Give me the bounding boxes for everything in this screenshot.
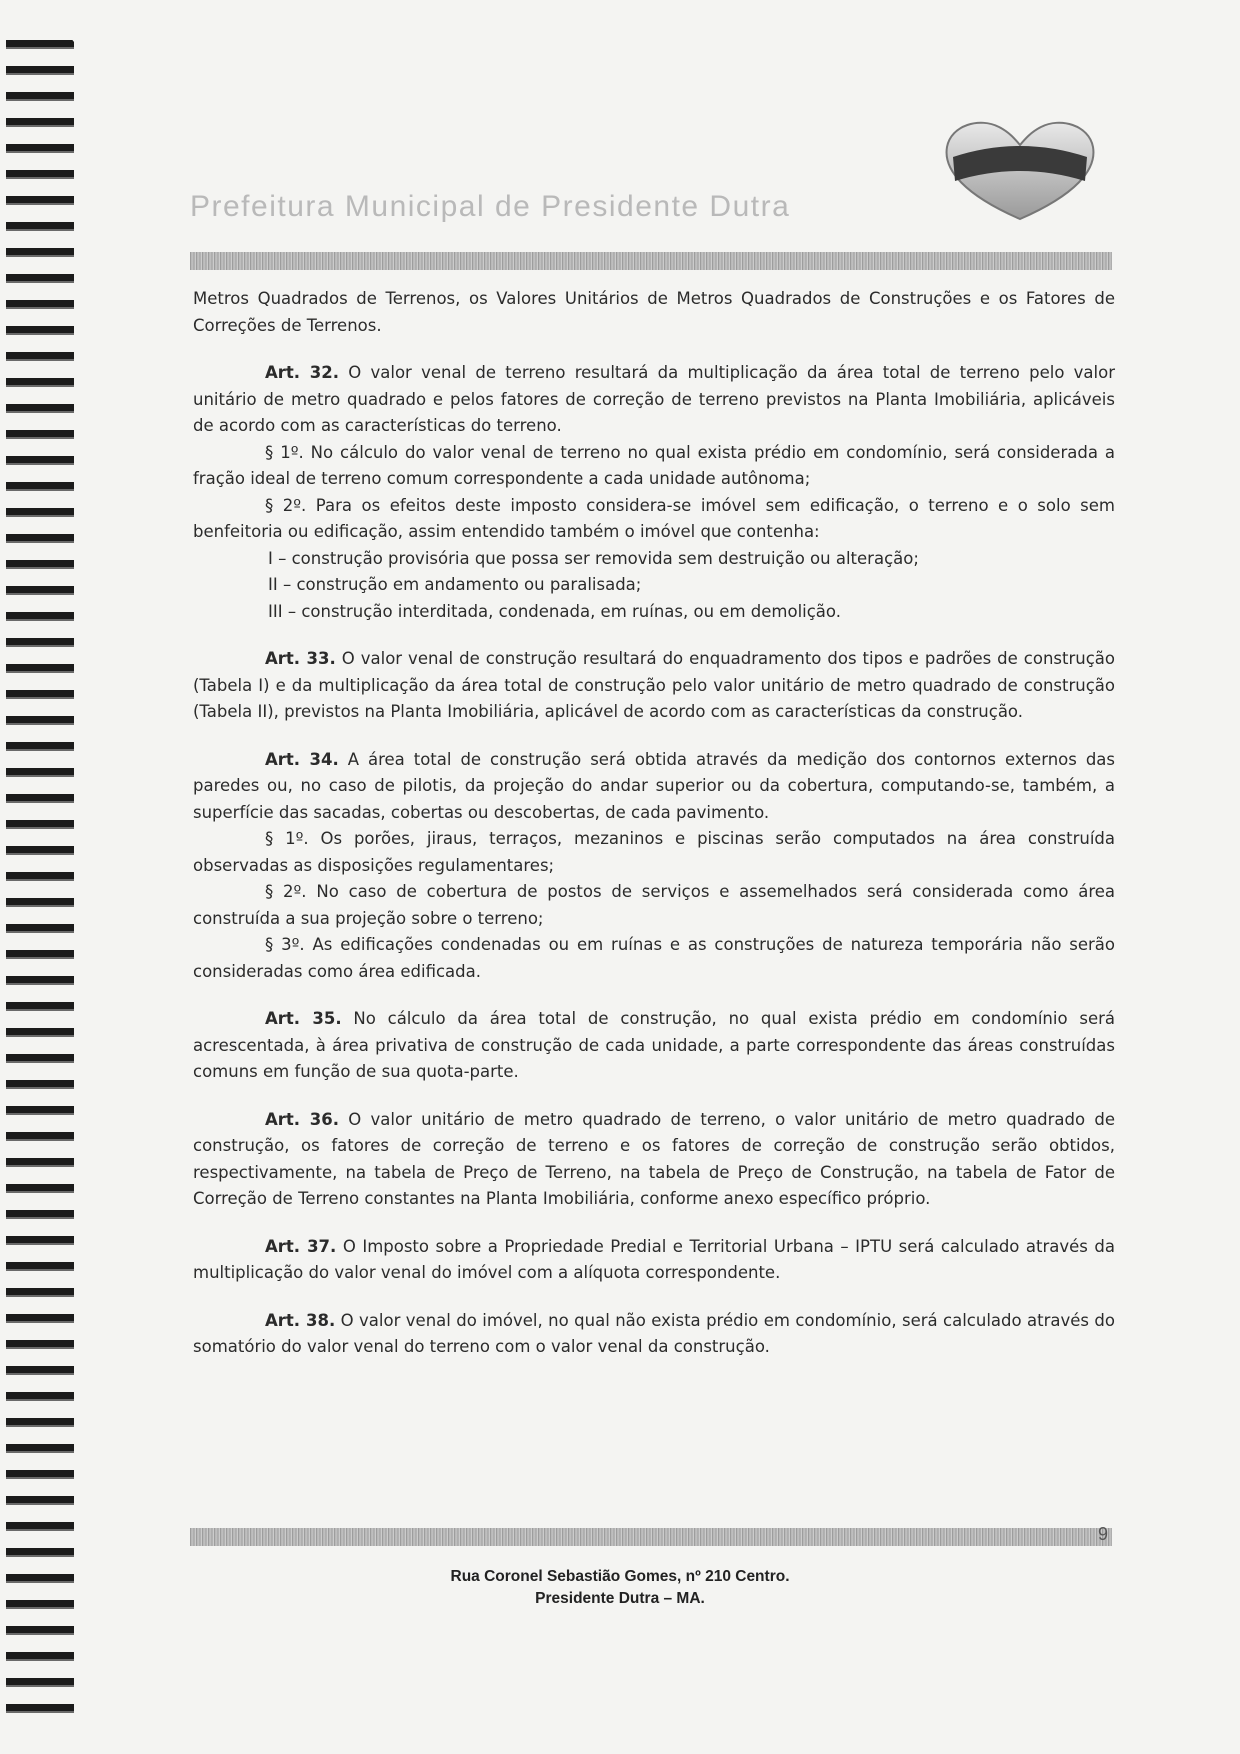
art-33-text: O valor venal de construção resultará do enquadramento dos tipos e padrões de construção (Tabela I) e da multiplicação da área total de construção pelo valor unitário de metro quadrado de construção (Tabela II), previstos na Planta Imobiliária, aplicável de acordo com as características da construção.	[193, 649, 1115, 721]
art-32-p1-label: § 1º.	[265, 442, 304, 462]
art-34-label: Art. 34.	[265, 749, 339, 769]
art-36	[193, 1107, 1115, 1213]
document-body	[193, 286, 1115, 1361]
art-34-text: A área total de construção será obtida através da medição dos contornos externos das paredes ou, no caso de pilotis, da projeção do andar superior ou da cobertura, computando-se, também, a superfície das sacadas, cobertas ou descobertas, de cada pavimento.	[193, 749, 1115, 822]
art-36-label: Art. 36.	[265, 1109, 340, 1129]
continuation-paragraph: Metros Quadrados de Terrenos, os Valores Unitários de Metros Quadrados de Construções e os Fatores de Correções de Terrenos.	[193, 289, 1115, 335]
art-38	[193, 1308, 1115, 1361]
footer-divider	[190, 1528, 1112, 1546]
art-35-label: Art. 35.	[265, 1009, 342, 1028]
art-37-text: O Imposto sobre a Propriedade Predial e Territorial Urbana – IPTU será calculado através da multiplicação do valor venal do imóvel com a alíquota correspondente.	[193, 1236, 1115, 1282]
art-34-p3-label: § 3º.	[265, 935, 305, 954]
art-37	[193, 1234, 1115, 1287]
art-34-p1-label: § 1º.	[265, 829, 309, 848]
art-38-text: O valor venal do imóvel, no qual não exista prédio em condomínio, será calculado através do somatório do valor venal do terreno com o valor venal da construção.	[193, 1310, 1115, 1356]
art-32-p1-text: No cálculo do valor venal de terreno no qual exista prédio em condomínio, será considerada a fração ideal de terreno comum correspondente a cada unidade autônoma;	[193, 442, 1115, 488]
art-38-label: Art. 38.	[265, 1310, 336, 1330]
page-number: 9	[1098, 1524, 1109, 1544]
footer-address: Rua Coronel Sebastião Gomes, nº 210 Centro.	[450, 1568, 790, 1585]
art-33-label: Art. 33.	[265, 649, 336, 668]
art-35	[193, 1006, 1115, 1086]
art-32-item-3: III – construção interditada, condenada, em ruínas, ou em demolição.	[268, 601, 841, 621]
art-32-paragraph-1	[193, 440, 1115, 493]
art-34-paragraph-2	[193, 879, 1115, 932]
art-32-label: Art. 32.	[265, 363, 340, 382]
art-34-p2-label: § 2º.	[265, 882, 307, 901]
art-34-paragraph-1	[193, 826, 1115, 879]
spiral-binding	[0, 30, 80, 1730]
art-34-p3-text: As edificações condenadas ou em ruínas e as construções de natureza temporária não serão consideradas como área edificada.	[193, 935, 1115, 981]
art-34-paragraph-3	[193, 932, 1115, 985]
art-34-p1-text: Os porões, jiraus, terraços, mezaninos e piscinas serão computados na área construída observadas as disposições regulamentares;	[193, 829, 1115, 875]
art-32-p2-label: § 2º.	[265, 495, 307, 515]
footer-city: Presidente Dutra – MA.	[535, 1590, 705, 1607]
art-37-label: Art. 37.	[265, 1236, 337, 1256]
art-34	[193, 747, 1115, 827]
art-32-item-2: II – construção em andamento ou paralisada;	[268, 575, 642, 594]
art-32-paragraph-2	[193, 493, 1115, 546]
header-divider	[190, 252, 1112, 270]
art-34-p2-text: No caso de cobertura de postos de serviços e assemelhados será considerada como área construída a sua projeção sobre o terreno;	[193, 882, 1116, 928]
art-36-text: O valor unitário de metro quadrado de terreno, o valor unitário de metro quadrado de construção, os fatores de correção de terreno e os fatores de correção de construção serão obtidos, respectivamente, na tabela de Preço de Terreno, na tabela de Preço de Construção, na tabela de Fator de Correção de Terreno constantes na Planta Imobiliária, conforme anexo específico próprio.	[193, 1109, 1115, 1208]
municipal-logo	[935, 115, 1105, 225]
art-35-text: No cálculo da área total de construção, no qual exista prédio em condomínio será acrescentada, à área privativa de construção de cada unidade, a parte correspondente das áreas construídas comuns em função de sua quota-parte.	[193, 1009, 1115, 1081]
art-32-item-1: I – construção provisória que possa ser removida sem destruição ou alteração;	[268, 548, 919, 568]
header-title: Prefeitura Municipal de Presidente Dutra	[190, 190, 791, 223]
art-32-text: O valor venal de terreno resultará da multiplicação da área total de terreno pelo valor unitário de metro quadrado e pelos fatores de correção de terreno previstos na Planta Imobiliária, aplicáveis de acordo com as características do terreno.	[193, 363, 1115, 435]
art-33	[193, 646, 1115, 726]
art-32-p2-text: Para os efeitos deste imposto considera-se imóvel sem edificação, o terreno e o solo sem benfeitoria ou edificação, assim entendido também o imóvel que contenha:	[193, 495, 1115, 541]
art-32	[193, 360, 1115, 440]
